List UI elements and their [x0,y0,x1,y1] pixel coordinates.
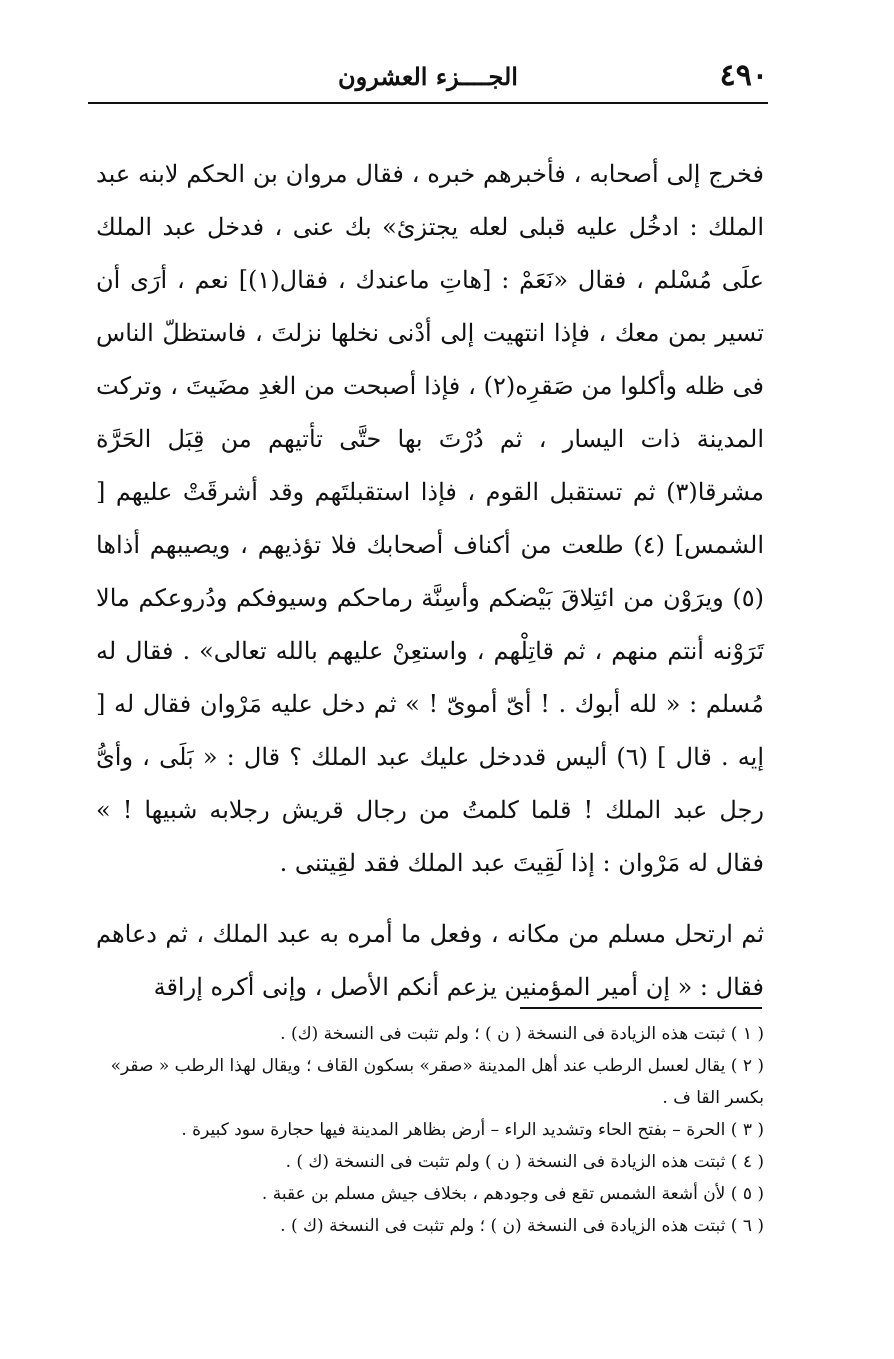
page-header [88,58,768,98]
running-title: الجــــزء العشرون [338,62,518,91]
footnote: ( ٣ ) الحرة – بفتح الحاء وتشديد الراء – أرض بظاهر المدينة فيها حجارة سود كبيرة . [181,1120,764,1140]
footnotes [102,1018,764,1242]
footnote: ( ٤ ) ثبتت هذه الزيادة فى النسخة ( ن ) ولم تثبت فى النسخة (ك ) . [285,1152,764,1172]
page-number: ٤٩٠ [719,58,768,93]
footnote: ( ٢ ) يقال لعسل الرطب عند أهل المدينة «صقر» بسكون القاف ؛ ويقال لهذا الرطب « صقر» بكسر القا ف . [110,1056,764,1108]
footnote: ( ١ ) ثبتت هذه الزيادة فى النسخة ( ن ) ؛ ولم تثبت فى النسخة (ك) . [280,1024,764,1044]
header-rule [88,102,768,104]
footnote: ( ٦ ) ثبتت هذه الزيادة فى النسخة (ن ) ؛ ولم تثبت فى النسخة (ك ) . [280,1216,764,1236]
paragraph: ثم ارتحل مسلم من مكانه ، وفعل ما أمره به عبد الملك ، ثم دعاهم فقال : « إن أمير المؤمنين يزعم أنكم الأصل ، وإنى أكره إراقة [96,920,764,1001]
paragraph: فخرج إلى أصحابه ، فأخبرهم خبره ، فقال مروان بن الحكم لابنه عبد الملك : ادخُل عليه قبلى لعله يجتزئ» بك عنى ، فدخل عبد الملك علَى مُسْلم ، فقال «نَعَمْ : [هاتِ ماعندك ، فقال(١)] نعم ، أرَى أن تسير بمن معك ، فإذا انتهيت إلى أدْنى نخلها نزلتَ ، فاستظلّ الناس فى ظله وأكلوا من صَقرِه(٢) ، فإذا أصبحت من الغدِ مضَيتَ ، وتركت المدينة ذات اليسار ، ثم دُرْتَ بها حتَّى تأتيهم من قِبَل الحَرَّة مشرقا(٣) ثم تستقبل القوم ، فإذا استقبلتَهم وقد أشرقَتْ عليهم [ الشمس] (٤) طلعت من أكناف أصحابك فلا تؤذيهم ، ويصيبهم أذاها (٥) ويرَوْن من ائتِلاقَ بَيْضكم وأسِنَّة رماحكم وسيوفكم ودُروعكم مالا تَرَوْنه أنتم منهم ، ثم قاتِلْهم ، واستعِنْ عليهم بالله تعالى» . فقال له مُسلم : « لله أبوك . ! أىّ أموىّ ! » ثم دخل عليه مَرْوان فقال له [ إيه . قال ] (٦) أليس قددخل عليك عبد الملك ؟ قال : « بَلَى ، وأىُّ رجل عبد الملك ! قلما كلمتُ من رجال قريش رجلابه شبيها ! » فقال له مَرْوان : إذا لَقِيتَ عبد الملك فقد لقِيتنى . [96,160,765,877]
footnote: ( ٥ ) لأن أشعة الشمس تقع فى وجودهم ، بخلاف جيش مسلم بن عقبة . [261,1184,764,1204]
footnote-rule [520,1007,762,1009]
main-text [96,148,764,1014]
